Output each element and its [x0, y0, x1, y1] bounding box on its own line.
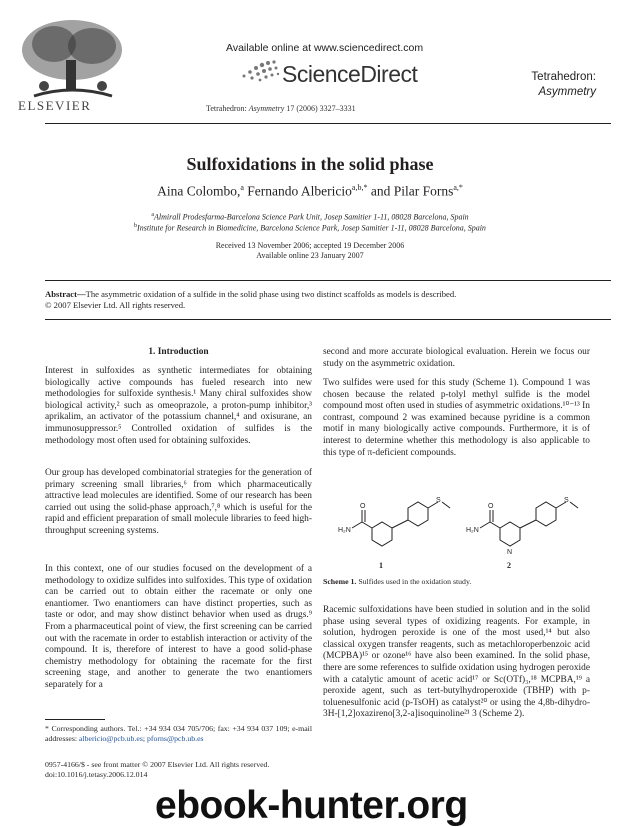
compound-label: 1	[379, 561, 383, 570]
abstract-bottom-rule	[45, 319, 611, 320]
amide-label: H₂N	[338, 527, 351, 534]
author-sup: a	[240, 183, 244, 192]
author-sup: a,b,*	[351, 183, 368, 192]
publisher-name: ELSEVIER	[18, 98, 92, 113]
article-title: Sulfoxidations in the solid phase	[186, 154, 434, 174]
pyridine-n-label: N	[507, 549, 513, 556]
paragraph-text: Two sulfides were used for this study (Scheme 1). Compound 1 was chosen because the related p-tolyl methyl sulfide is the model compound most often used in studies of asymmetric oxidations.¹⁰⁻¹³ In contrast, compound 2 was examined because pyridine is a common motif in many biologically active compounds. Furthermore, it is of interest to determine whether this methodology is also applicable to this type of π-deficient compounds.	[323, 378, 590, 458]
affiliation-sup: b	[134, 223, 138, 229]
svg-text:S: S	[564, 497, 569, 504]
corresponding-footnote	[45, 724, 312, 744]
benzene-ring	[536, 502, 556, 526]
footnote-separator: ;	[142, 734, 148, 743]
scheme-1-structures	[330, 482, 600, 574]
affiliation-sup: a	[151, 212, 154, 218]
header-rule	[45, 123, 611, 124]
abstract	[45, 289, 611, 311]
paragraph-text: Our group has developed combinatorial strategies for the generation of primary screening small libraries,⁶ from which pharmaceutically attractive lead molecules are identified. Some of our research has been carried out using the solid-phase approach,⁷,⁸ which is useful for the rapid and efficient preparation of small molecule libraries to feed high-throughput screening systems.	[45, 468, 312, 536]
journal-citation	[206, 104, 356, 113]
citation-prefix: Tetrahedron:	[206, 104, 249, 113]
citation-suffix: 17 (2006) 3327–3331	[284, 104, 356, 113]
intro-paragraph	[45, 468, 312, 538]
journal-name	[531, 70, 596, 100]
svg-text:O: O	[488, 503, 494, 510]
paragraph-text: Racemic sulfoxidations have been studied in solution and in the solid phase using several types of oxidizing reagents. For example, in solution, hydrogen peroxide is one of the most used,¹⁴ but also classical oxygen transfer reagents, such as metachloroperbenzoic acid (MCPBA)¹⁵ or ozone¹⁶ have also been examined. In the solid phase, there are some references to sulfide oxidation using hydrogen peroxide with a catalytic amount of acetic acid¹⁷ or Sc(OTf)₃,¹⁸ MCPBA,¹⁹ a peroxide agent, such as tert-butylhydroperoxide (TBHP) with p-toluenesulfonic acid (p-TsOH) as catalyst²⁰ or using the 4,8b-dihydro-3H-[1,2]oxazireno[3,2-a]isoquinoline²¹ 3 (Scheme 2).	[323, 605, 590, 720]
author-list	[0, 183, 620, 200]
abstract-top-rule	[45, 280, 611, 281]
citation-journal: Asymmetry	[248, 104, 285, 113]
sciencedirect-wordmark[interactable]: ScienceDirect	[282, 61, 418, 87]
sciencedirect-logo-icon	[238, 58, 282, 84]
scheme-caption-text: Sulfides used in the oxidation study.	[358, 577, 472, 586]
body-paragraph	[323, 605, 590, 721]
author-name: Aina Colombo,	[157, 183, 241, 199]
benzene-ring	[408, 502, 428, 526]
amide-label: H₂N	[466, 527, 479, 534]
email-link[interactable]: pforns@pcb.ub.es	[147, 734, 204, 743]
paragraph-text: second and more accurate biological evaluation. Herein we focus our study on the asymmetric oxidation.	[323, 347, 590, 369]
abstract-text: The asymmetric oxidation of a sulfide in the solid phase using two distinct scaffolds as models is described.	[85, 289, 457, 299]
watermark-text: ebook-hunter.org	[155, 784, 468, 827]
benzene-ring	[372, 522, 392, 546]
paragraph-text: In this context, one of our studies focused on the development of a methodology to oxidize sulfides into sulfoxides. This type of oxidation can be carried out to obtain either the racemate or only one enantiomer. Two enantiomers can have distinct properties, such as taste or odor, and may show distinct behavior when used as drugs.⁹ From a pharmaceutical point of view, the first screening can be carried out with the racemate in order to establish interaction or activity of the compound. It is, therefore of interest to have a good solid-phase chemistry methodology for obtaining the racemate for the first screening stage, and another to generate the two enantiomers separately for a	[45, 564, 312, 690]
svg-text:O: O	[360, 503, 366, 510]
footnote-rule	[45, 719, 105, 720]
abstract-copyright: © 2007 Elsevier Ltd. All rights reserved.	[45, 300, 186, 310]
available-online-text[interactable]: Available online at www.sciencedirect.com	[226, 42, 424, 54]
footnote-text: * Corresponding authors. Tel.: +34 934 034 705/706; fax: +34 934 037 109; e-mail addresses:	[45, 724, 312, 743]
doi-line: doi:10.1016/j.tetasy.2006.12.014	[45, 770, 148, 779]
scheme-caption-label: Scheme 1.	[323, 577, 357, 586]
issn-block	[45, 760, 269, 780]
abstract-label: Abstract—	[45, 289, 86, 299]
email-link[interactable]: albericio@pcb.ub.es	[79, 734, 143, 743]
author-sup: a,*	[453, 183, 463, 192]
intro-paragraph	[45, 366, 312, 447]
affiliation-text: Almirall Prodesfarma-Barcelona Science Park Unit, Josep Samitier 1-11, 08028 Barcelona, Spain	[153, 212, 469, 222]
affiliation	[0, 223, 620, 233]
received-date: Received 13 November 2006; accepted 19 December 2006	[215, 241, 405, 250]
author-name: and Pilar Forns	[367, 183, 454, 199]
body-paragraph	[323, 347, 590, 370]
online-date: Available online 23 January 2007	[256, 251, 364, 260]
scheme-caption	[323, 577, 471, 586]
body-paragraph	[323, 378, 590, 459]
author-name: Fernando Albericio	[243, 183, 352, 199]
journal-name-line1: Tetrahedron:	[531, 71, 596, 83]
affiliation	[0, 212, 620, 222]
issn-line: 0957-4166/$ - see front matter © 2007 Elsevier Ltd. All rights reserved.	[45, 760, 270, 769]
affiliation-text: Institute for Research in Biomedicine, Barcelona Science Park, Josep Samitier 1-11, 08028 Barcelona, Spain	[137, 223, 486, 233]
compound-label: 2	[507, 561, 511, 570]
pyridine-ring	[500, 522, 520, 546]
paragraph-text: Interest in sulfoxides as synthetic intermediates for obtaining biologically active compounds has fueled research into new methodologies for sulfoxide synthesis.¹ Many chiral sulfoxides show biological activity,² such as omeoprazole, a proton-pump inhibitor,³ aprikalim, an activator of the potassium channel,⁴ and oxisurane, an immunosuppressor.⁵ Controlled oxidation of sulfides is the methodology most often used for obtaining sulfoxides.	[45, 366, 312, 446]
section-heading: 1. Introduction	[148, 347, 209, 357]
journal-name-line2: Asymmetry	[538, 86, 596, 98]
intro-paragraph	[45, 564, 312, 692]
svg-text:S: S	[436, 497, 441, 504]
